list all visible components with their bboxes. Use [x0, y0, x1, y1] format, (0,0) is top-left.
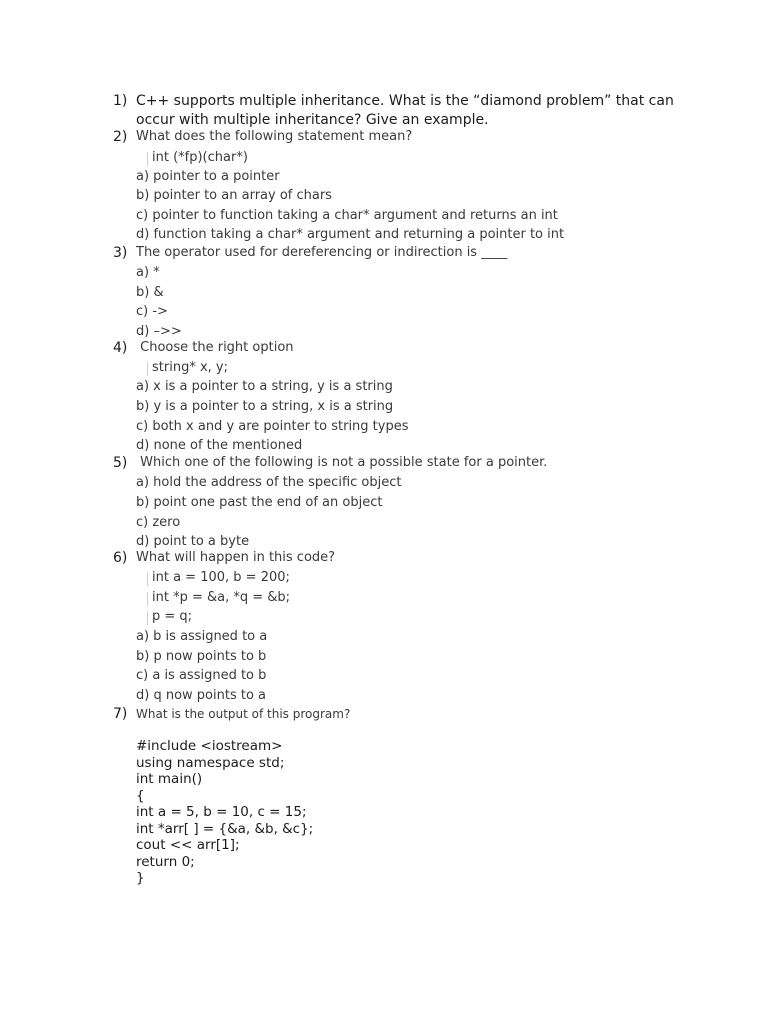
question-2-option-d: d) function taking a char* argument and returning a pointer to int — [136, 227, 565, 242]
question-2-option-c: c) pointer to function taking a char* argument and returns an int — [136, 208, 558, 223]
program-line-1: #include <iostream> — [136, 738, 283, 754]
question-2-prompt: What does the following statement mean? — [136, 129, 413, 144]
question-3-option-c: c) -> — [136, 304, 168, 319]
program-line-5: int a = 5, b = 10, c = 15; — [136, 804, 307, 820]
program-line-7: cout << arr[1]; — [136, 837, 240, 853]
question-6-option-a: a) b is assigned to a — [136, 629, 268, 644]
program-line-2: using namespace std; — [136, 755, 285, 771]
question-6-option-b: b) p now points to b — [136, 649, 267, 664]
question-6-code-line-3: p = q; — [152, 609, 193, 624]
question-5-prompt: Which one of the following is not a possible state for a pointer. — [136, 455, 548, 470]
question-3-option-d: d) –>> — [136, 324, 182, 339]
question-4-option-d: d) none of the mentioned — [136, 438, 303, 453]
question-5-option-c: c) zero — [136, 515, 181, 530]
question-2-code-line: int (*fp)(char*) — [152, 150, 248, 165]
question-1-text-line-1: C++ supports multiple inheritance. What is the “diamond problem” that can — [136, 93, 674, 109]
question-4-prompt: Choose the right option — [136, 340, 294, 355]
program-line-3: int main() — [136, 771, 203, 787]
question-6-number: 6) — [113, 550, 128, 566]
question-7-prompt: What is the output of this program? — [136, 707, 351, 721]
question-4-code-line: string* x, y; — [152, 360, 228, 375]
question-2-option-a: a) pointer to a pointer — [136, 169, 280, 184]
question-4-option-c: c) both x and y are pointer to string types — [136, 419, 409, 434]
question-3-option-b: b) & — [136, 285, 164, 300]
question-6-option-c: c) a is assigned to b — [136, 668, 267, 683]
question-2-number: 2) — [113, 129, 128, 145]
question-7-number: 7) — [113, 706, 128, 722]
question-1-number: 1) — [113, 93, 128, 109]
program-line-6: int *arr[ ] = {&a, &b, &c}; — [136, 821, 314, 837]
question-5-option-b: b) point one past the end of an object — [136, 495, 383, 510]
question-6-code-line-2: int *p = &a, *q = &b; — [152, 590, 291, 605]
question-3-number: 3) — [113, 245, 128, 261]
question-4-number: 4) — [113, 340, 128, 356]
question-5-number: 5) — [113, 455, 128, 471]
question-6-prompt: What will happen in this code? — [136, 550, 336, 565]
program-line-4: { — [136, 788, 145, 804]
program-line-9: } — [136, 870, 145, 886]
question-1-text-line-2: occur with multiple inheritance? Give an example. — [136, 112, 489, 128]
question-4-option-a: a) x is a pointer to a string, y is a string — [136, 379, 393, 394]
program-line-8: return 0; — [136, 854, 195, 870]
question-3-prompt: The operator used for dereferencing or indirection is ____ — [136, 245, 508, 260]
question-3-option-a: a) * — [136, 265, 160, 280]
question-5-option-d: d) point to a byte — [136, 534, 250, 549]
question-5-option-a: a) hold the address of the specific object — [136, 475, 402, 490]
question-2-option-b: b) pointer to an array of chars — [136, 188, 332, 203]
question-4-option-b: b) y is a pointer to a string, x is a string — [136, 399, 394, 414]
question-6-code-line-1: int a = 100, b = 200; — [152, 570, 290, 585]
question-6-option-d: d) q now points to a — [136, 688, 267, 703]
